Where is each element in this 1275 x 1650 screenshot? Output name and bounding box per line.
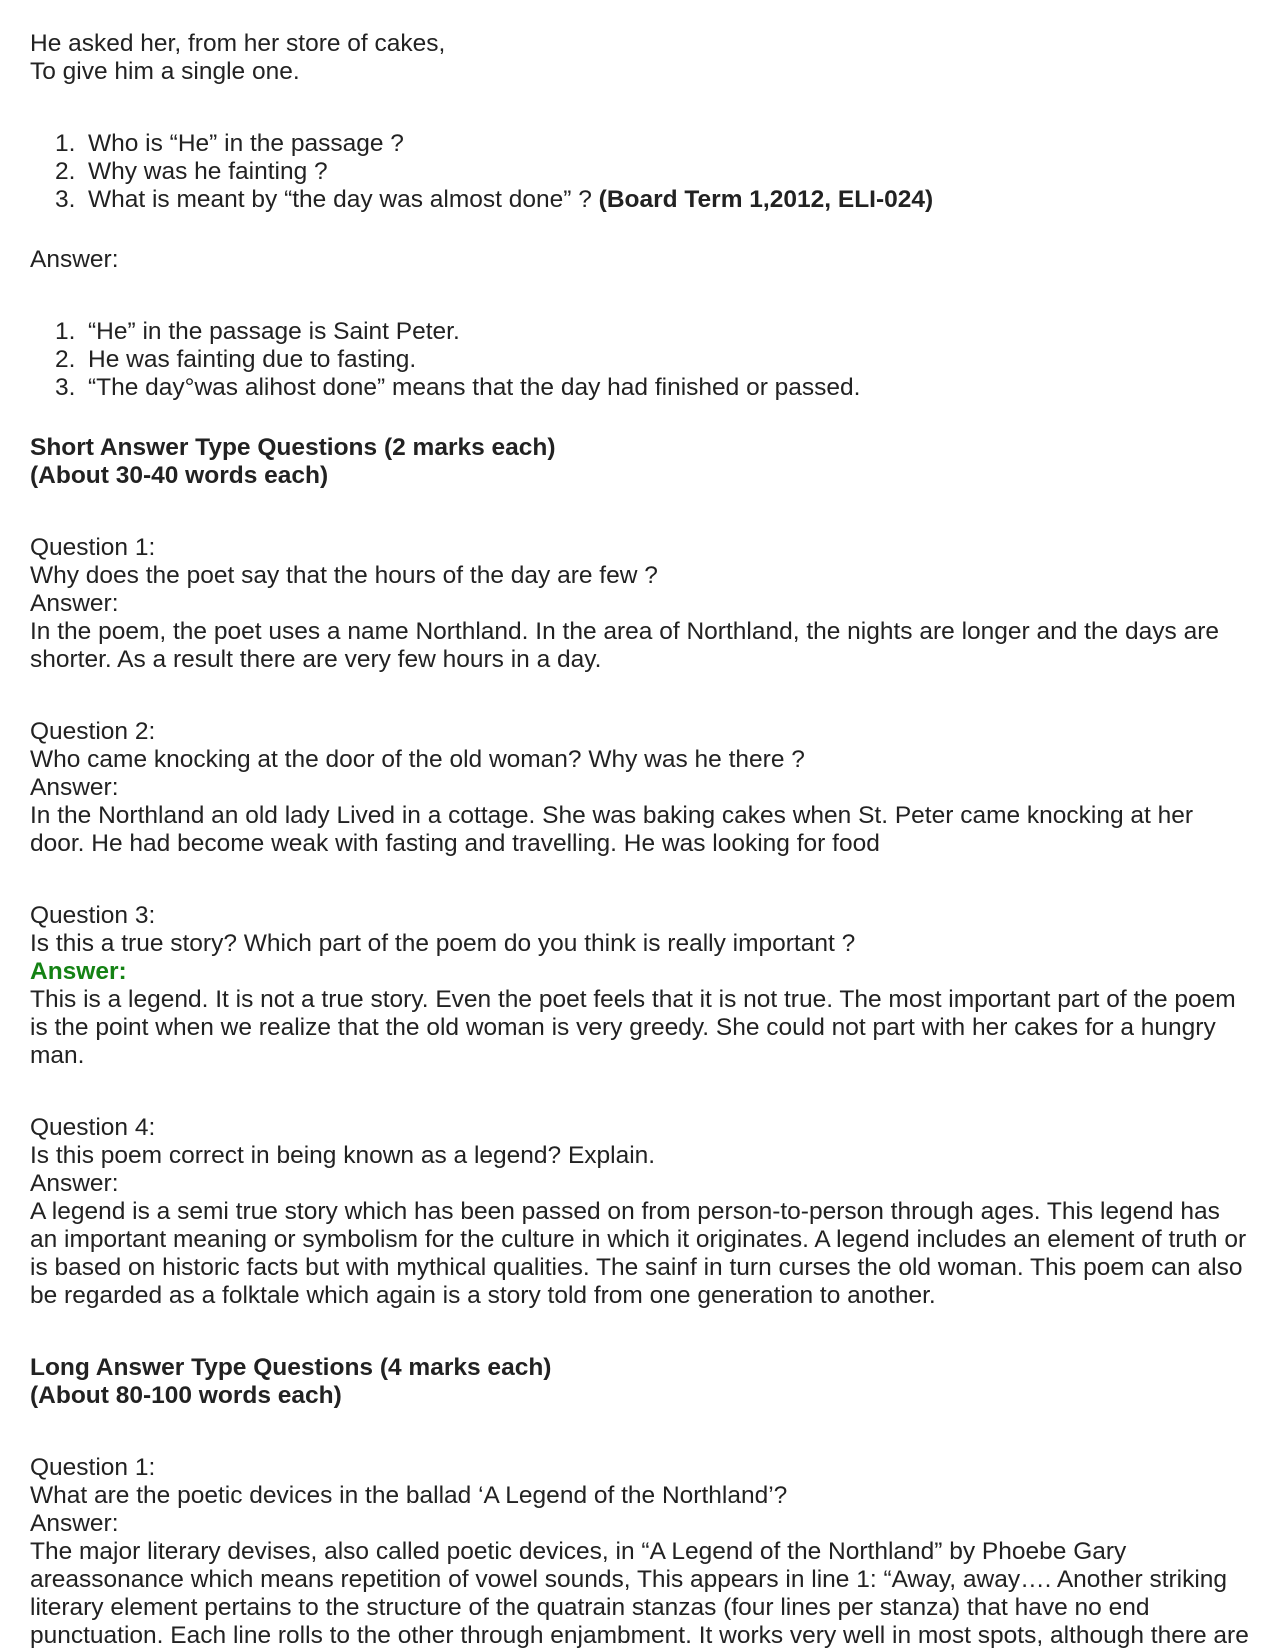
list-number: 2. <box>55 158 76 185</box>
answer-intro-label: Answer: <box>30 246 119 273</box>
answer-label: Answer: <box>30 774 119 801</box>
answer-text: A legend is a semi true story which has been passed on from person-to-person through ages. This legend has an important meaning or symbolism for the culture in which it originates. A legend includes an element of truth or is based on historic facts but with mythical qualities. The sainf in turn curses the old woman. This poem can also be regarded as a folktale which again is a story told from one generation to another. <box>30 1198 1247 1309</box>
list-item <box>30 130 1275 158</box>
list-item-text: He was fainting due to fasting. <box>88 346 417 373</box>
list-item <box>30 318 1275 346</box>
list-item-text <box>88 186 933 214</box>
list-item <box>30 158 1275 186</box>
answer-text: The major literary devises, also called poetic devices, in “A Legend of the Northland” by Phoebe Gary areassonance which means repetition of vowel sounds, This appears in line 1: “Away, away…. Another striking literary element pertains to the structure of the quatrain stanzas (four lines per stanza) that have no end punctuation. Each line rolls to the other through enjambment. It works very well in most spots, although there are <box>30 1538 1249 1649</box>
answer-text: This is a legend. It is not a true story. Even the poet feels that it is not true. The most important part of the poem is the point when we realize that the old woman is very greedy. She could not part with her cakes for a hungry man. <box>30 986 1236 1069</box>
list-item <box>30 374 1275 402</box>
list-item-text: Who is “He” in the passage ? <box>88 130 404 157</box>
list-item <box>30 346 1275 374</box>
question-text: Is this a true story? Which part of the poem do you think is really important ? <box>30 930 856 957</box>
long-question-1-block <box>30 1454 1275 1650</box>
poem-excerpt: He asked her, from her store of cakes, To give him a single one. <box>30 30 446 85</box>
list-number: 3. <box>55 374 76 401</box>
list-item <box>30 186 1275 214</box>
short-question-4-block <box>30 1114 1275 1310</box>
answer-label: Answer: <box>30 1510 119 1537</box>
question-label: Question 3: <box>30 902 156 929</box>
short-question-2-block <box>30 718 1275 858</box>
answer-text: In the Northland an old lady Lived in a cottage. She was baking cakes when St. Peter came knocking at her door. He had become weak with fasting and travelling. He was looking for food <box>30 802 1194 857</box>
long-answer-section-heading: Long Answer Type Questions (4 marks each) (About 80-100 words each) <box>30 1354 552 1409</box>
list-number: 2. <box>55 346 76 373</box>
passage-question-list <box>30 130 1275 214</box>
short-answer-section-heading: Short Answer Type Questions (2 marks each) (About 30-40 words each) <box>30 434 556 489</box>
list-item-text: “The day°was alihost done” means that the day had finished or passed. <box>88 374 861 401</box>
question-label: Question 1: <box>30 1454 156 1481</box>
question-label: Question 2: <box>30 718 156 745</box>
list-item-text: “He” in the passage is Saint Peter. <box>88 318 460 345</box>
question-text: What are the poetic devices in the ballad ‘A Legend of the Northland’? <box>30 1482 788 1509</box>
list-number: 1. <box>55 130 76 157</box>
question-label: Question 1: <box>30 534 156 561</box>
question-text: Who came knocking at the door of the old woman? Why was he there ? <box>30 746 805 773</box>
short-question-1-block <box>30 534 1275 674</box>
list-number: 1. <box>55 318 76 345</box>
list-number: 3. <box>55 186 76 213</box>
passage-answer-list <box>30 318 1275 402</box>
answer-label-green: Answer: <box>30 958 127 985</box>
question-text: Why does the poet say that the hours of the day are few ? <box>30 562 658 589</box>
answer-label: Answer: <box>30 590 119 617</box>
answer-label: Answer: <box>30 1170 119 1197</box>
question-label: Question 4: <box>30 1114 156 1141</box>
board-term-reference: (Board Term 1,2012, ELI-024) <box>598 186 934 213</box>
question-text: What is meant by “the day was almost done” ? <box>88 186 599 213</box>
short-question-3-block <box>30 902 1275 1070</box>
question-text: Is this poem correct in being known as a legend? Explain. <box>30 1142 656 1169</box>
list-item-text: Why was he fainting ? <box>88 158 328 185</box>
answer-text: In the poem, the poet uses a name Northland. In the area of Northland, the nights are longer and the days are shorter. As a result there are very few hours in a day. <box>30 618 1220 673</box>
